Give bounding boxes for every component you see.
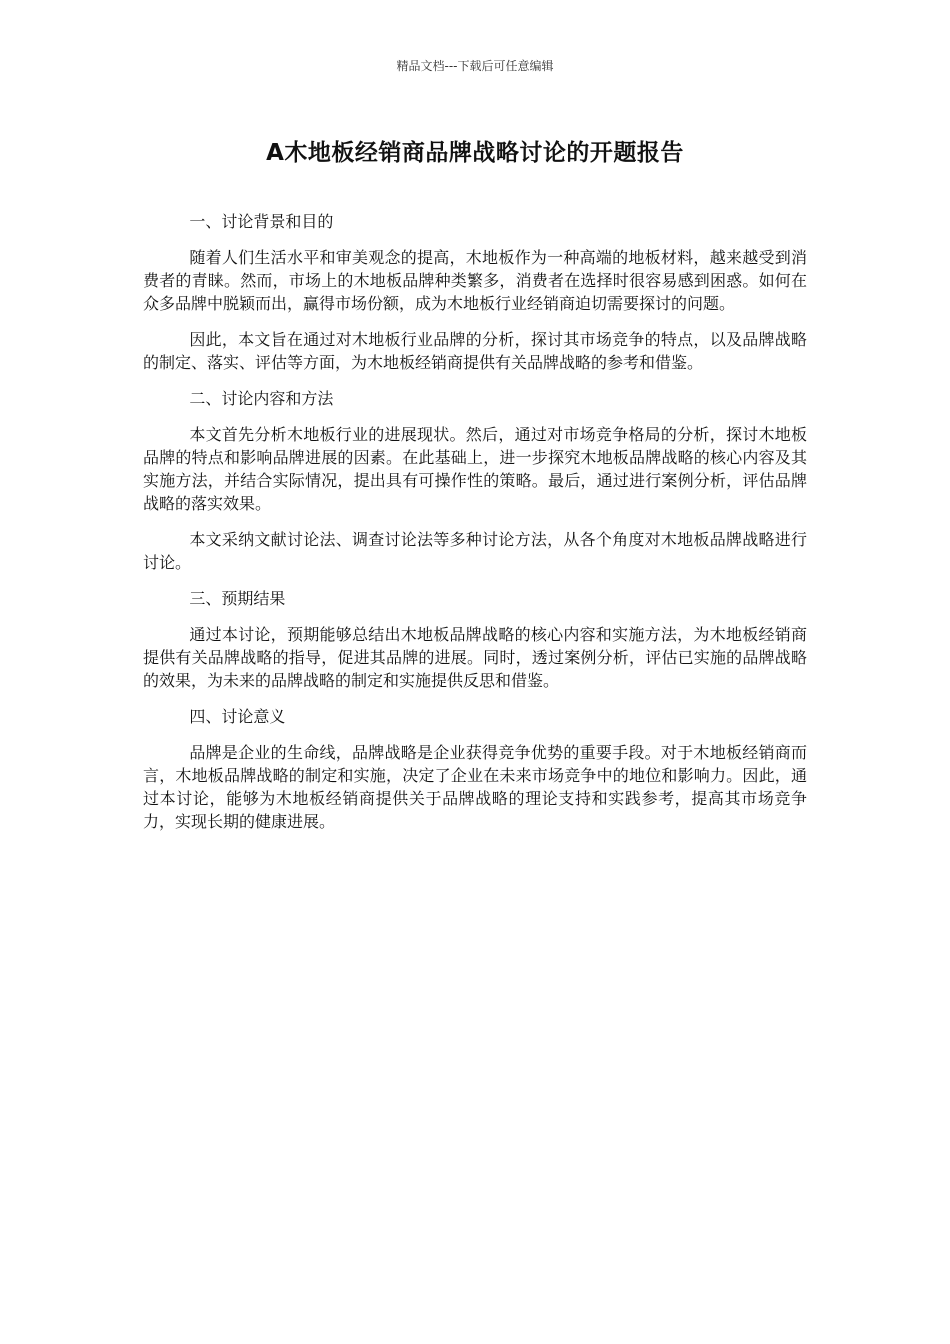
section-background [143, 210, 807, 374]
page-header: 精品文档---下载后可任意编辑 [396, 59, 554, 73]
paragraph: 本文采纳文献讨论法、调查讨论法等多种讨论方法，从各个角度对木地板品牌战略进行讨论。 [143, 530, 807, 572]
paragraph: 因此，本文旨在通过对木地板行业品牌的分析，探讨其市场竞争的特点，以及品牌战略的制定、落实、评估等方面，为木地板经销商提供有关品牌战略的参考和借鉴。 [143, 330, 807, 372]
section-heading: 二、讨论内容和方法 [189, 389, 334, 408]
paragraph: 通过本讨论，预期能够总结出木地板品牌战略的核心内容和实施方法，为木地板经销商提供有关品牌战略的指导，促进其品牌的进展。同时，透过案例分析，评估已实施的品牌战略的效果，为未来的品牌战略的制定和实施提供反思和借鉴。 [143, 625, 807, 690]
paragraph: 随着人们生活水平和审美观念的提高，木地板作为一种高端的地板材料，越来越受到消费者的青睐。然而，市场上的木地板品牌种类繁多，消费者在选择时很容易感到困惑。如何在众多品牌中脱颖而出，赢得市场份额，成为木地板行业经销商迫切需要探讨的问题。 [143, 248, 807, 313]
paragraph: 本文首先分析木地板行业的进展现状。然后，通过对市场竞争格局的分析，探讨木地板品牌的特点和影响品牌进展的因素。在此基础上，进一步探究木地板品牌战略的核心内容及其实施方法，并结合实际情况，提出具有可操作性的策略。最后，通过进行案例分析，评估品牌战略的落实效果。 [143, 425, 807, 513]
document-body [143, 210, 807, 846]
document-title: A木地板经销商品牌战略讨论的开题报告 [266, 140, 684, 166]
paragraph: 品牌是企业的生命线，品牌战略是企业获得竞争优势的重要手段。对于木地板经销商而言，木地板品牌战略的制定和实施，决定了企业在未来市场竞争中的地位和影响力。因此，通过本讨论，能够为木地板经销商提供关于品牌战略的理论支持和实践参考，提高其市场竞争力，实现长期的健康进展。 [143, 743, 807, 831]
section-heading: 一、讨论背景和目的 [189, 212, 334, 231]
section-content-methods [143, 387, 807, 574]
section-significance [143, 705, 807, 833]
section-heading: 三、预期结果 [189, 589, 286, 608]
section-heading: 四、讨论意义 [189, 707, 286, 726]
section-expected-results [143, 587, 807, 692]
